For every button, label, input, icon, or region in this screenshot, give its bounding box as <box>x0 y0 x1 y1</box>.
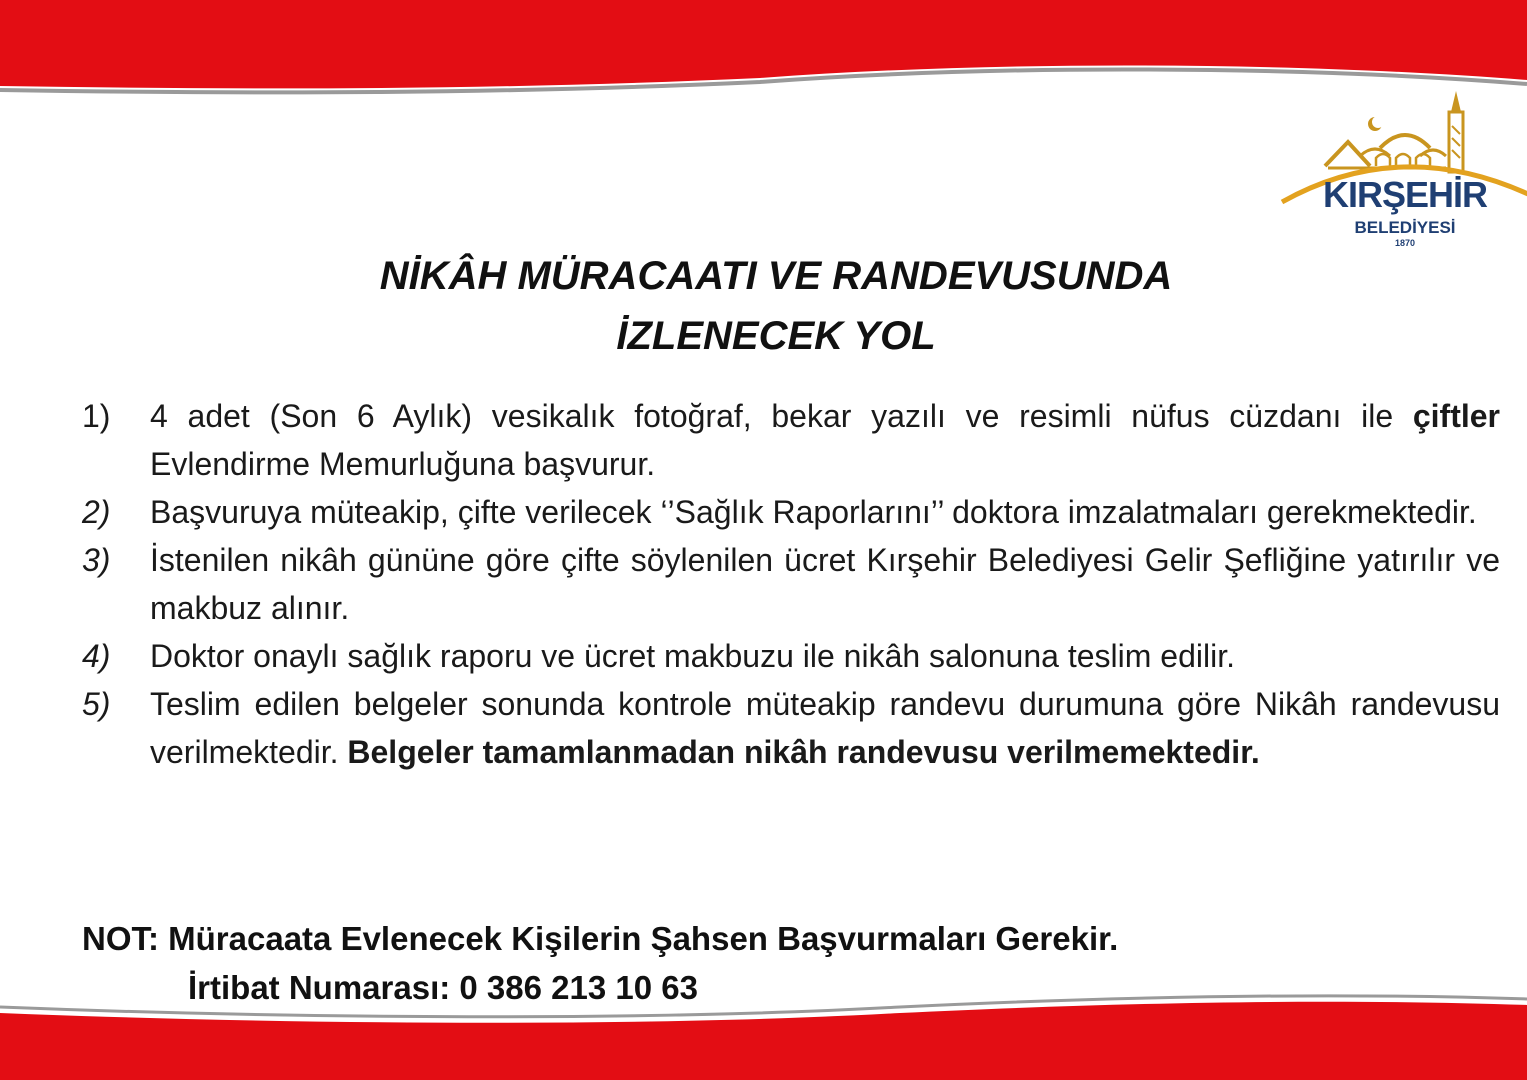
list-item <box>82 536 1500 632</box>
list-item <box>82 392 1500 488</box>
logo-name: KIRŞEHİR <box>1322 174 1488 215</box>
item-text: Teslim edilen belgeler sonunda kontrole müteakip randevu durumuna göre Nikâh randevusu verilmektedir. Belgeler tamamlanmadan nikâh randevusu verilmemektedir. <box>150 686 1500 770</box>
item-bold-text: çiftler <box>1412 398 1500 434</box>
item-number: 3) <box>82 542 111 578</box>
item-number: 4) <box>82 638 111 674</box>
note-text: NOT: Müracaata Evlenecek Kişilerin Şahsen Başvurmaları Gerekir. <box>82 920 1119 957</box>
kirsehir-municipality-logo <box>1280 86 1510 256</box>
list-item <box>82 680 1500 776</box>
item-number: 1) <box>82 398 111 434</box>
item-number: 2) <box>82 494 111 530</box>
page-title-line-2: İZLENECEK YOL <box>616 314 936 358</box>
logo-year: 1870 <box>1394 238 1416 248</box>
contact-number-text: İrtibat Numarası: 0 386 213 10 63 <box>188 969 698 1006</box>
steps-list <box>82 392 1500 776</box>
item-text: 4 adet (Son 6 Aylık) vesikalık fotoğraf, bekar yazılı ve resimli nüfus cüzdanı ile çiftler Evlendirme Memurluğuna başvurur. <box>150 398 1500 482</box>
logo-subtitle: BELEDİYESİ <box>1354 218 1456 237</box>
item-bold-text: Belgeler tamamlanmadan nikâh randevusu verilmemektedir. <box>347 734 1260 770</box>
page-title-line-1: NİKÂH MÜRACAATI VE RANDEVUSUNDA <box>379 254 1173 298</box>
item-text: Doktor onaylı sağlık raporu ve ücret makbuzu ile nikâh salonuna teslim edilir. <box>150 638 1235 674</box>
list-item <box>82 488 1500 536</box>
item-text: İstenilen nikâh gününe göre çifte söylenilen ücret Kırşehir Belediyesi Gelir Şefliğine yatırılır ve makbuz alınır. <box>150 542 1500 626</box>
item-text: Başvuruya müteakip, çifte verilecek ‘’Sağlık Raporlarını’’ doktora imzalatmaları gerekmektedir. <box>150 494 1477 530</box>
list-item <box>82 632 1500 680</box>
item-number: 5) <box>82 686 111 722</box>
